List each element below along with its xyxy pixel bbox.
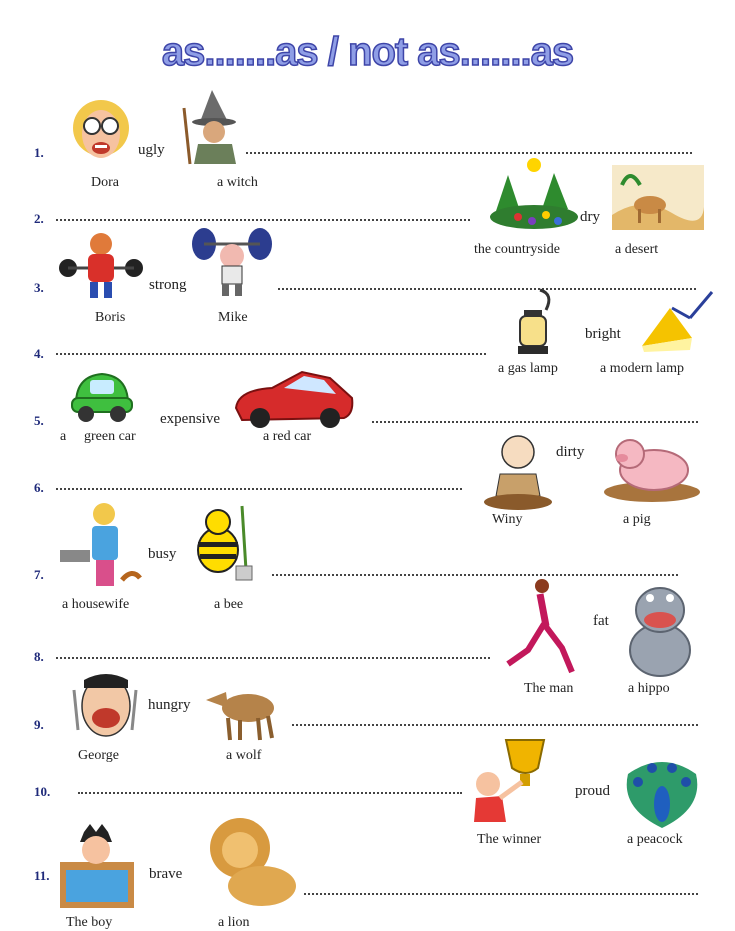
row-6-subject: Winy [492,512,523,527]
row-6-object: a pig [623,512,651,527]
row-11-answer-line[interactable] [304,893,698,895]
row-6-number: 6. [34,480,44,495]
housewife-icon [56,500,142,596]
row-11-object: a lion [218,915,250,930]
row-4-adjective: bright [585,326,621,342]
row-9-adjective: hungry [148,697,191,713]
row-2-answer-line[interactable] [56,219,470,221]
hungry-face-icon [70,670,142,742]
peacock-icon [622,752,702,832]
row-4-object: a modern lamp [600,361,684,376]
row-11-number: 11. [34,868,50,883]
row-8-number: 8. [34,649,44,664]
camel-desert-icon [612,165,704,230]
row-5-subject: green car [84,429,136,444]
row-5-number: 5. [34,413,44,428]
weightlifter-icon [190,226,274,298]
row-5-adjective: expensive [160,411,220,427]
row-10-object: a peacock [627,832,683,847]
running-man-icon [500,578,580,678]
strongman-icon [58,230,144,300]
row-11-subject: The boy [66,915,113,930]
lion-icon [200,812,300,910]
bee-icon [188,500,258,584]
row-8-adjective: fat [593,613,609,629]
boy-in-bed-icon [56,822,138,910]
row-8-subject: The man [524,681,574,696]
green-car-icon [68,368,136,424]
row-7-adjective: busy [148,546,177,562]
hippo-icon [622,580,698,680]
row-6-adjective: dirty [556,444,585,460]
row-10-answer-line[interactable] [78,792,462,794]
row-11-adjective: brave [149,866,183,882]
row-3-subject: Boris [95,310,126,325]
row-10-number: 10. [34,784,51,799]
messy-boy-icon [482,430,554,512]
witch-icon [176,88,244,166]
trophy-winner-icon [466,734,568,826]
row-8-answer-line[interactable] [56,657,490,659]
row-8-object: a hippo [628,681,670,696]
row-3-number: 3. [34,280,44,295]
modern-lamp-icon [632,288,716,354]
row-3-object: Mike [218,310,248,325]
row-2-number: 2. [34,211,44,226]
row-4-answer-line[interactable] [56,353,486,355]
row-1-number: 1. [34,145,44,160]
row-9-subject: George [78,748,119,763]
row-9-object: a wolf [226,748,262,763]
landscape-icon [488,155,580,230]
dora-face-icon [70,98,132,164]
row-1-subject: Dora [91,175,119,190]
row-3-adjective: strong [149,277,187,293]
row-4-number: 4. [34,346,44,361]
gas-lamp-icon [510,288,554,358]
row-5-subject-prefix: a [60,429,67,444]
row-5-object: a red car [263,429,312,444]
row-4-subject: a gas lamp [498,361,558,376]
row-7-number: 7. [34,567,44,582]
row-9-answer-line[interactable] [292,724,698,726]
row-7-subject: a housewife [62,597,130,612]
row-1-object: a witch [217,175,258,190]
wolf-icon [200,674,282,744]
row-7-object: a bee [214,597,244,612]
row-10-adjective: proud [575,783,610,799]
row-2-adjective: dry [580,209,600,225]
red-car-icon [232,364,356,432]
row-2-object: a desert [615,242,659,257]
row-2-subject: the countryside [474,242,560,257]
row-1-answer-line[interactable] [246,152,692,154]
pig-in-mud-icon [602,432,704,502]
worksheet-title: as.......as / not as.......as [161,30,574,74]
row-10-subject: The winner [477,832,542,847]
row-5-answer-line[interactable] [372,421,698,423]
row-1-adjective: ugly [138,142,165,158]
row-6-answer-line[interactable] [56,488,462,490]
row-7-answer-line[interactable] [272,574,678,576]
row-9-number: 9. [34,717,44,732]
